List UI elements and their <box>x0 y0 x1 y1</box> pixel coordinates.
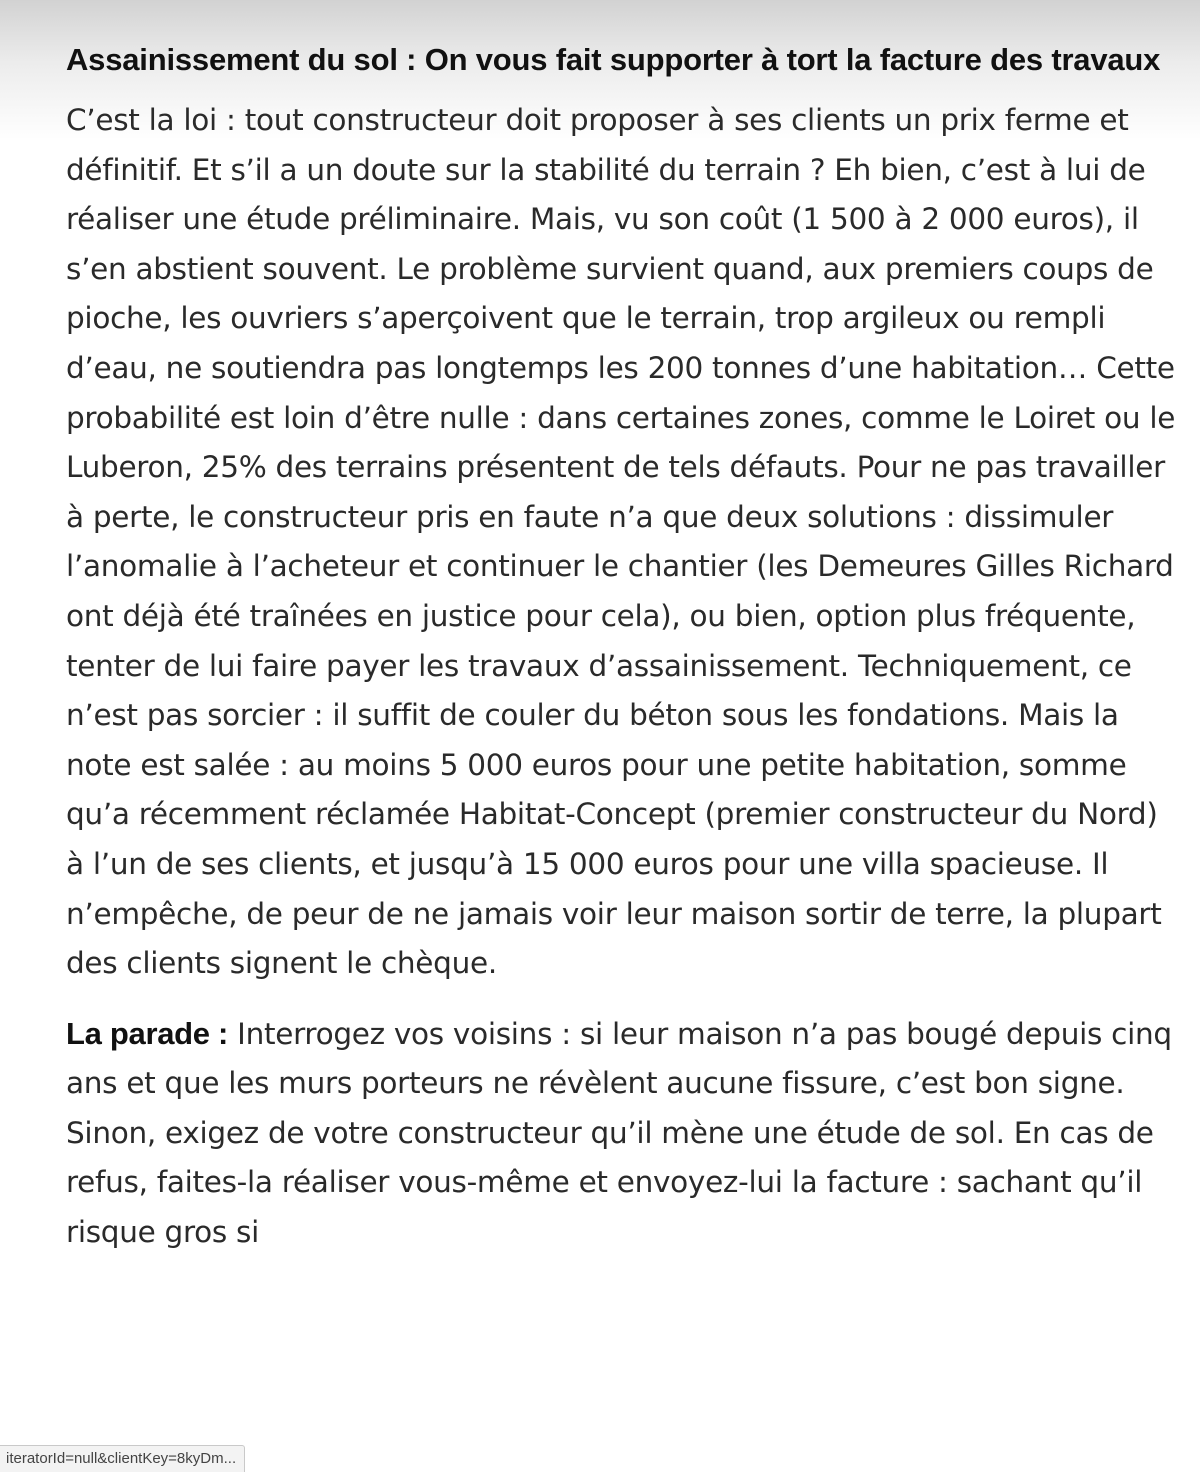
paragraph-text: Interrogez vos voisins : si leur maison n’a pas bougé depuis cinq ans et que les murs porteurs ne révèlent aucune fissure, c’est bon signe. Sinon, exigez de votre constructeur qu’il mène une étude de sol. En cas de refus, faites-la réaliser vous-même et envoyez-lui la facture : sachant qu’il risque gros si <box>66 1016 1172 1250</box>
article-paragraph-advice <box>66 1009 1178 1258</box>
paragraph-lead: La parade : <box>66 1015 229 1051</box>
article <box>66 36 1178 1258</box>
status-url-overlay: iteratorId=null&clientKey=8kyDm... <box>0 1445 245 1472</box>
article-title: Assainissement du sol : On vous fait supporter à tort la facture des travaux <box>66 42 1161 77</box>
article-paragraph: C’est la loi : tout constructeur doit proposer à ses clients un prix ferme et définitif. Et s’il a un doute sur la stabilité du terrain ? Eh bien, c’est à lui de réaliser une étude préliminaire. Mais, vu son coût (1 500 à 2 000 euros), il s’en abstient souvent. Le problème survient quand, aux premiers coups de pioche, les ouvriers s’aperçoivent que le terrain, trop argileux ou rempli d’eau, ne soutiendra pas longtemps les 200 tonnes d’une habitation… Cette probabilité est loin d’être nulle : dans certaines zones, comme le Loiret ou le Luberon, 25% des terrains présentent de tels défauts. Pour ne pas travailler à perte, le constructeur pris en faute n’a que deux solutions : dissimuler l’anomalie à l’acheteur et continuer le chantier (les Demeures Gilles Richard ont déjà été traînées en justice pour cela), ou bien, option plus fréquente, tenter de lui faire payer les travaux d’assainissement. Techniquement, ce n’est pas sorcier : il suffit de couler du béton sous les fondations. Mais la note est salée : au moins 5 000 euros pour une petite habitation, somme qu’a récemment réclamée Habitat-Concept (premier constructeur du Nord) à l’un de ses clients, et jusqu’à 15 000 euros pour une villa spacieuse. Il n’empêche, de peur de ne jamais voir leur maison sortir de terre, la plupart des clients signent le chèque. <box>66 103 1176 981</box>
